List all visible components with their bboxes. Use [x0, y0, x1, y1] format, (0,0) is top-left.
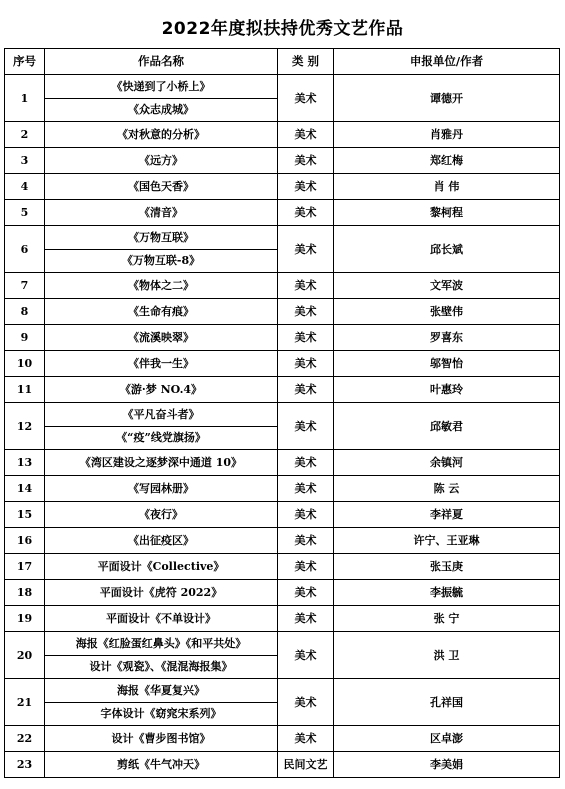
author-cell: 罗喜东	[334, 325, 560, 351]
work-title: 《众志成城》	[45, 98, 277, 121]
work-title-cell: 《对秋意的分析》	[45, 122, 278, 148]
work-title-cell: 《游·梦 NO.4》	[45, 377, 278, 403]
category-cell: 美术	[278, 679, 334, 726]
work-title-cell: 《物体之二》	[45, 273, 278, 299]
row-number: 6	[5, 226, 45, 273]
row-number: 12	[5, 403, 45, 450]
author-cell: 郑红梅	[334, 148, 560, 174]
row-number: 1	[5, 75, 45, 122]
category-cell: 美术	[278, 75, 334, 122]
work-title-cell: 剪纸《牛气冲天》	[45, 752, 278, 778]
table-row	[5, 726, 560, 752]
table-row	[5, 632, 560, 679]
row-number: 13	[5, 450, 45, 476]
work-title-cell: 《生命有痕》	[45, 299, 278, 325]
work-title-cell: 《远方》	[45, 148, 278, 174]
table-row	[5, 174, 560, 200]
category-cell: 美术	[278, 502, 334, 528]
category-cell: 美术	[278, 325, 334, 351]
table-row	[5, 148, 560, 174]
category-cell: 美术	[278, 726, 334, 752]
work-title: 字体设计《窈窕宋系列》	[45, 702, 277, 725]
table-row	[5, 200, 560, 226]
table-row	[5, 403, 560, 450]
work-title-cell: 《清音》	[45, 200, 278, 226]
row-number: 22	[5, 726, 45, 752]
work-title: 设计《观瓷》、《混混海报集》	[45, 655, 277, 678]
author-cell: 邬智怡	[334, 351, 560, 377]
work-title-cell: 设计《曹步图书馆》	[45, 726, 278, 752]
work-title-cell	[45, 75, 278, 122]
author-cell: 陈 云	[334, 476, 560, 502]
category-cell: 美术	[278, 226, 334, 273]
work-title: 《“疫”线党旗扬》	[45, 426, 277, 449]
work-title-cell: 《夜行》	[45, 502, 278, 528]
category-cell: 美术	[278, 174, 334, 200]
row-number: 8	[5, 299, 45, 325]
author-cell: 邱长斌	[334, 226, 560, 273]
category-cell: 美术	[278, 554, 334, 580]
work-title-cell	[45, 632, 278, 679]
author-cell: 肖雅丹	[334, 122, 560, 148]
work-title-cell: 《湾区建设之逐梦深中通道 10》	[45, 450, 278, 476]
table-row	[5, 580, 560, 606]
author-cell: 李美娟	[334, 752, 560, 778]
category-cell: 民间文艺	[278, 752, 334, 778]
row-number: 18	[5, 580, 45, 606]
work-title-cell: 《写园林册》	[45, 476, 278, 502]
author-cell: 孔祥国	[334, 679, 560, 726]
header-work-title: 作品名称	[45, 49, 278, 75]
table-row	[5, 75, 560, 122]
author-cell: 张玉庚	[334, 554, 560, 580]
category-cell: 美术	[278, 450, 334, 476]
work-title: 《万物互联》	[128, 230, 194, 244]
author-cell: 李祥夏	[334, 502, 560, 528]
table-row	[5, 752, 560, 778]
work-title: 《平凡奋斗者》	[122, 407, 200, 421]
table-row	[5, 476, 560, 502]
category-cell: 美术	[278, 606, 334, 632]
category-cell: 美术	[278, 200, 334, 226]
author-cell: 张 宁	[334, 606, 560, 632]
work-title-cell: 平面设计《虎符 2022》	[45, 580, 278, 606]
row-number: 2	[5, 122, 45, 148]
table-row	[5, 273, 560, 299]
table-row	[5, 325, 560, 351]
author-cell: 李振毓	[334, 580, 560, 606]
row-number: 5	[5, 200, 45, 226]
author-cell: 余镇河	[334, 450, 560, 476]
work-title: 海报《华夏复兴》	[117, 683, 205, 697]
table-row	[5, 226, 560, 273]
row-number: 15	[5, 502, 45, 528]
category-cell: 美术	[278, 351, 334, 377]
author-cell: 文军波	[334, 273, 560, 299]
category-cell: 美术	[278, 476, 334, 502]
table-row	[5, 299, 560, 325]
work-title-cell	[45, 226, 278, 273]
author-cell: 洪 卫	[334, 632, 560, 679]
work-title-cell: 平面设计《Collective》	[45, 554, 278, 580]
category-cell: 美术	[278, 148, 334, 174]
row-number: 16	[5, 528, 45, 554]
header-category: 类 别	[278, 49, 334, 75]
author-cell: 张壁伟	[334, 299, 560, 325]
work-title-cell: 《出征疫区》	[45, 528, 278, 554]
category-cell: 美术	[278, 632, 334, 679]
author-cell: 肖 伟	[334, 174, 560, 200]
page-title: 2022年度拟扶持优秀文艺作品	[161, 19, 404, 39]
works-table	[4, 48, 560, 778]
header-number: 序号	[5, 49, 45, 75]
row-number: 20	[5, 632, 45, 679]
row-number: 7	[5, 273, 45, 299]
category-cell: 美术	[278, 528, 334, 554]
work-title-cell: 平面设计《不单设计》	[45, 606, 278, 632]
row-number: 23	[5, 752, 45, 778]
table-body	[5, 75, 560, 778]
category-cell: 美术	[278, 299, 334, 325]
table-row	[5, 377, 560, 403]
table-row	[5, 351, 560, 377]
table-row	[5, 122, 560, 148]
table-row	[5, 502, 560, 528]
author-cell: 区卓澎	[334, 726, 560, 752]
table-row	[5, 606, 560, 632]
category-cell: 美术	[278, 403, 334, 450]
table-row	[5, 554, 560, 580]
work-title-cell: 《伴我一生》	[45, 351, 278, 377]
header-author: 申报单位/作者	[334, 49, 560, 75]
table-row	[5, 528, 560, 554]
work-title: 海报《红脸蛋红鼻头》《和平共处》	[75, 636, 247, 650]
category-cell: 美术	[278, 377, 334, 403]
row-number: 21	[5, 679, 45, 726]
work-title-cell	[45, 403, 278, 450]
row-number: 9	[5, 325, 45, 351]
category-cell: 美术	[278, 122, 334, 148]
author-cell: 叶惠玲	[334, 377, 560, 403]
row-number: 11	[5, 377, 45, 403]
author-cell: 邱敏君	[334, 403, 560, 450]
category-cell: 美术	[278, 273, 334, 299]
author-cell: 黎柯程	[334, 200, 560, 226]
work-title: 《万物互联-8》	[45, 249, 277, 272]
row-number: 14	[5, 476, 45, 502]
author-cell: 谭德开	[334, 75, 560, 122]
work-title-cell: 《国色天香》	[45, 174, 278, 200]
row-number: 19	[5, 606, 45, 632]
work-title-cell	[45, 679, 278, 726]
table-row	[5, 679, 560, 726]
work-title: 《快递到了小桥上》	[111, 79, 211, 93]
table-header-row	[5, 49, 560, 75]
category-cell: 美术	[278, 580, 334, 606]
row-number: 17	[5, 554, 45, 580]
row-number: 3	[5, 148, 45, 174]
row-number: 4	[5, 174, 45, 200]
row-number: 10	[5, 351, 45, 377]
work-title-cell: 《流溪映翠》	[45, 325, 278, 351]
author-cell: 许宁、王亚琳	[334, 528, 560, 554]
table-row	[5, 450, 560, 476]
